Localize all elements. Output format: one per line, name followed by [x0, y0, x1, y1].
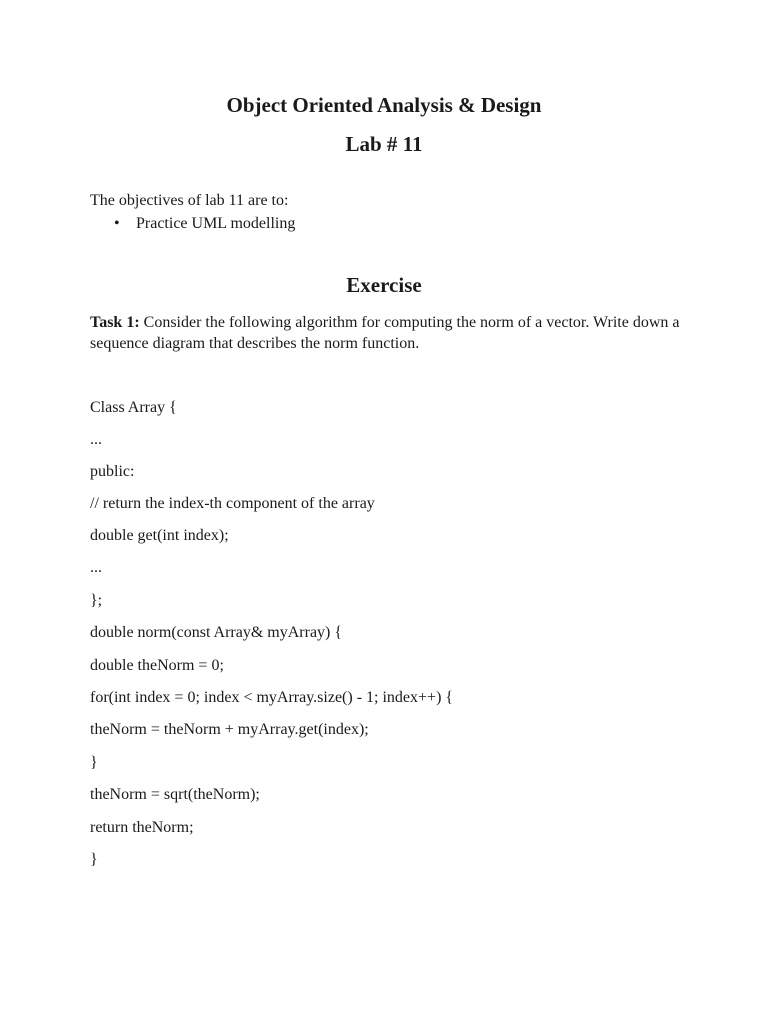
- task-description: [90, 312, 680, 354]
- code-line: public:: [90, 463, 135, 480]
- task-text: Consider the following algorithm for computing the norm of a vector. Write down a sequence diagram that describes the norm function.: [90, 314, 680, 352]
- code-line: return theNorm;: [90, 819, 194, 836]
- code-line: theNorm = theNorm + myArray.get(index);: [90, 721, 369, 738]
- code-line: theNorm = sqrt(theNorm);: [90, 786, 260, 803]
- code-line: double get(int index);: [90, 527, 229, 544]
- exercise-heading: Exercise: [346, 273, 422, 297]
- code-line: double theNorm = 0;: [90, 657, 224, 674]
- code-line: double norm(const Array& myArray) {: [90, 624, 343, 641]
- document-title: Object Oriented Analysis & Design: [226, 93, 542, 117]
- task-label: Task 1:: [90, 314, 140, 331]
- code-line: }: [90, 851, 98, 868]
- code-line: ...: [90, 431, 102, 448]
- code-line: Class Array {: [90, 399, 177, 416]
- objective-text: Practice UML modelling: [136, 215, 296, 232]
- code-line: }: [90, 754, 98, 771]
- objectives-intro: The objectives of lab 11 are to:: [90, 192, 289, 209]
- objective-list-item: [114, 213, 295, 234]
- code-line: for(int index = 0; index < myArray.size() - 1; index++) {: [90, 689, 454, 706]
- code-line: };: [90, 592, 103, 609]
- code-line: ...: [90, 559, 102, 576]
- code-line: // return the index-th component of the array: [90, 495, 375, 512]
- bullet-icon: •: [114, 215, 120, 232]
- lab-number-heading: Lab # 11: [345, 132, 423, 156]
